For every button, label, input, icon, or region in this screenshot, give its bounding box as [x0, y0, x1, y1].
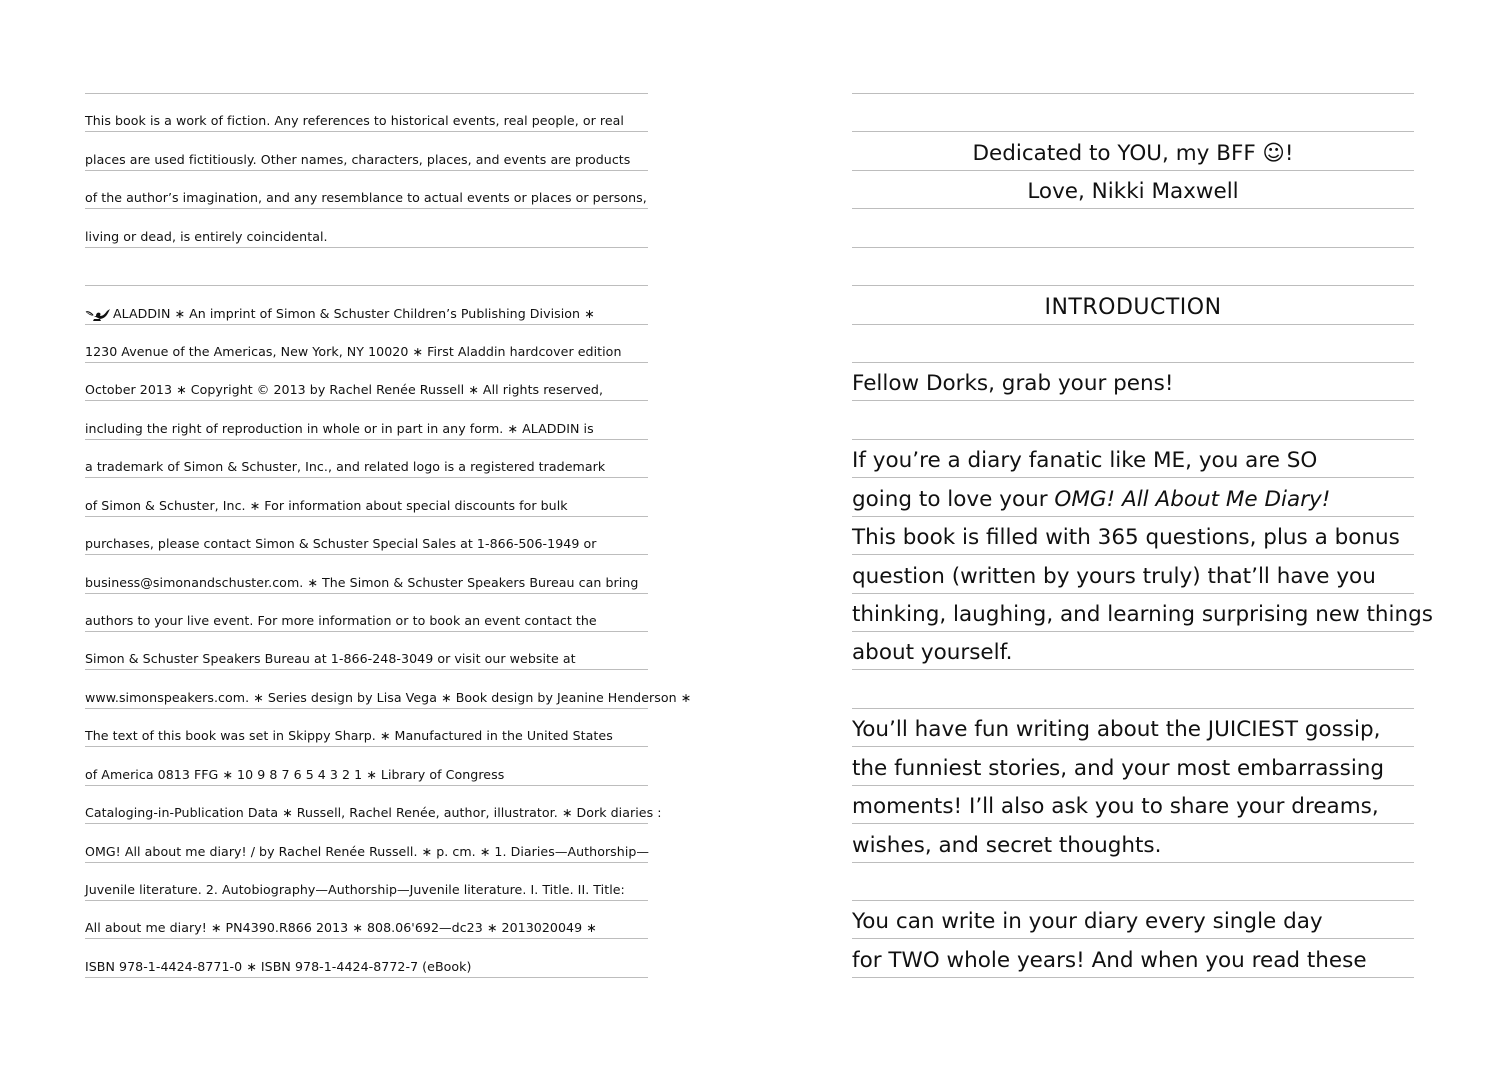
copyright-line: 1230 Avenue of the Americas, New York, NY 10020 ∗ First Aladdin hardcover edition	[85, 325, 648, 363]
body-line	[852, 479, 1414, 517]
copyright-line: OMG! All about me diary! / by Rachel Renée Russell. ∗ p. cm. ∗ 1. Diaries—Authorship—	[85, 825, 648, 863]
body-line: the funniest stories, and your most embarrassing	[852, 748, 1414, 786]
copyright-line: All about me diary! ∗ PN4390.R866 2013 ∗ 808.06'692—dc23 ∗ 2013020049 ∗	[85, 901, 648, 939]
ruled-line	[852, 56, 1414, 94]
ruled-line	[852, 671, 1414, 709]
introduction-page	[750, 0, 1500, 1091]
diary-title: OMG! All About Me Diary!	[1054, 487, 1331, 512]
copyright-line: ISBN 978-1-4424-8771-0 ∗ ISBN 978-1-4424-8772-7 (eBook)	[85, 940, 648, 978]
disclaimer-line: living or dead, is entirely coincidental.	[85, 210, 648, 248]
copyright-line: Cataloging-in-Publication Data ∗ Russell, Rachel Renée, author, illustrator. ∗ Dork diaries :	[85, 786, 648, 824]
ruled-line	[85, 56, 648, 94]
body-line: This book is filled with 365 questions, plus a bonus	[852, 517, 1414, 555]
dedication-signature: Love, Nikki Maxwell	[852, 171, 1414, 209]
body-line: Fellow Dorks, grab your pens!	[852, 363, 1414, 401]
ruled-line	[852, 325, 1414, 363]
copyright-line: Simon & Schuster Speakers Bureau at 1-866-248-3049 or visit our website at	[85, 632, 648, 670]
copyright-line: www.simonspeakers.com. ∗ Series design by Lisa Vega ∗ Book design by Jeanine Henderson ∗	[85, 671, 648, 709]
body-line: thinking, laughing, and learning surprising new things	[852, 594, 1414, 632]
body-line: You can write in your diary every single day	[852, 901, 1414, 939]
body-line: for TWO whole years! And when you read these	[852, 940, 1414, 978]
ruled-line	[85, 248, 648, 286]
ruled-line	[852, 94, 1414, 132]
copyright-line: The text of this book was set in Skippy Sharp. ∗ Manufactured in the United States	[85, 709, 648, 747]
disclaimer-line: places are used fictitiously. Other names, characters, places, and events are products	[85, 133, 648, 171]
copyright-line: Juvenile literature. 2. Autobiography—Authorship—Juvenile literature. I. Title. II. Title:	[85, 863, 648, 901]
ruled-line	[852, 863, 1414, 901]
body-line: wishes, and secret thoughts.	[852, 825, 1414, 863]
ruled-line	[852, 248, 1414, 286]
copyright-line: including the right of reproduction in whole or in part in any form. ∗ ALADDIN is	[85, 402, 648, 440]
body-line: moments! I’ll also ask you to share your dreams,	[852, 786, 1414, 824]
copyright-line: of Simon & Schuster, Inc. ∗ For information about special discounts for bulk	[85, 479, 648, 517]
disclaimer-line: of the author’s imagination, and any resemblance to actual events or places or persons,	[85, 171, 648, 209]
copyright-line-imprint	[85, 287, 648, 325]
introduction-heading: INTRODUCTION	[852, 287, 1414, 325]
dedication-line: Dedicated to YOU, my BFF ☺!	[852, 133, 1414, 171]
copyright-text: ALADDIN ∗ An imprint of Simon & Schuster Children’s Publishing Division ∗	[113, 306, 595, 321]
ruled-line	[852, 210, 1414, 248]
body-line: If you’re a diary fanatic like ME, you are SO	[852, 440, 1414, 478]
body-line: about yourself.	[852, 632, 1414, 670]
ruled-line	[852, 402, 1414, 440]
copyright-line: a trademark of Simon & Schuster, Inc., and related logo is a registered trademark	[85, 440, 648, 478]
copyright-line: business@simonandschuster.com. ∗ The Simon & Schuster Speakers Bureau can bring	[85, 556, 648, 594]
copyright-line: of America 0813 FFG ∗ 10 9 8 7 6 5 4 3 2 1 ∗ Library of Congress	[85, 748, 648, 786]
body-text: going to love your	[852, 487, 1055, 512]
body-line: You’ll have fun writing about the JUICIEST gossip,	[852, 709, 1414, 747]
copyright-line: October 2013 ∗ Copyright © 2013 by Rachel Renée Russell ∗ All rights reserved,	[85, 363, 648, 401]
disclaimer-line: This book is a work of fiction. Any references to historical events, real people, or real	[85, 94, 648, 132]
aladdin-lamp-logo	[85, 307, 111, 321]
copyright-line: purchases, please contact Simon & Schuster Special Sales at 1-866-506-1949 or	[85, 517, 648, 555]
body-line: question (written by yours truly) that’ll have you	[852, 556, 1414, 594]
copyright-line: authors to your live event. For more information or to book an event contact the	[85, 594, 648, 632]
